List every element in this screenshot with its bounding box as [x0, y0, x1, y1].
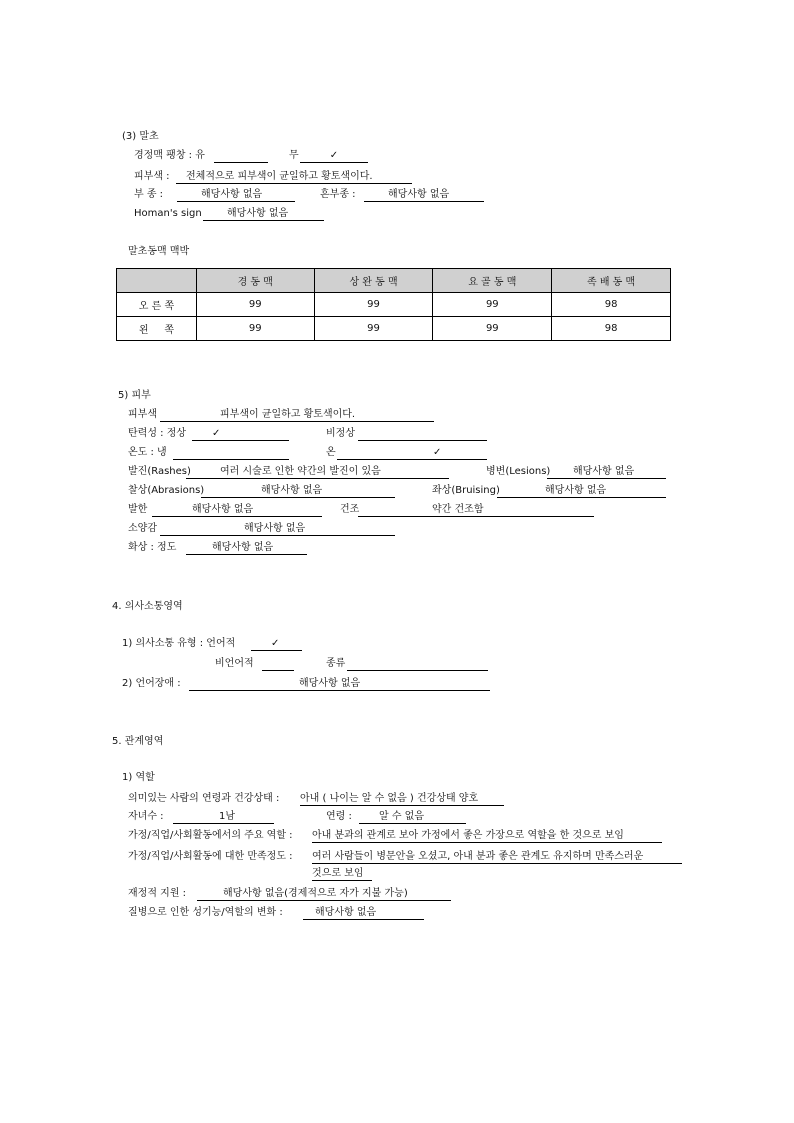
jvd-label: 경정맥 팽창 : 유: [134, 150, 205, 161]
change-value: 해당사항 없음: [315, 907, 377, 918]
skin-color-label: 피부색 :: [134, 171, 170, 182]
finance-field[interactable]: [197, 887, 451, 901]
pulse-cell[interactable]: 99: [433, 317, 552, 341]
communication-heading: 4. 의사소통영역: [112, 601, 183, 612]
pulse-header-dorsalis: 족 배 동 맥: [552, 269, 671, 293]
table-row: [117, 293, 671, 317]
children-field[interactable]: [173, 810, 274, 824]
dry-label: 건조: [340, 504, 360, 515]
disorder-label: 2) 언어장애 :: [122, 678, 181, 689]
check-icon: ✓: [271, 638, 280, 649]
role-heading: 1) 역할: [122, 772, 155, 783]
pulse-cell[interactable]: 98: [552, 317, 671, 341]
itch-field[interactable]: [160, 522, 395, 536]
pulse-table-title: 말초동맥 맥박: [128, 246, 190, 257]
redness-label: 발한: [128, 504, 148, 515]
satisfaction-label: 가정/직업/사회활동에 대한 만족정도 :: [128, 851, 293, 862]
age-label: 연령 :: [326, 811, 352, 822]
turgor-abnormal-field[interactable]: [358, 427, 487, 441]
jvd-yes-field[interactable]: [214, 149, 268, 163]
dry-field[interactable]: [358, 503, 594, 517]
relationship-heading: 5. 관계영역: [112, 736, 164, 747]
bruise-value: 해당사항 없음: [545, 485, 607, 496]
finance-value: 해당사항 없음(경제적으로 자가 지불 가능): [223, 888, 408, 899]
skin-color-label-2: 피부색: [128, 409, 157, 420]
pulse-header-row: [117, 269, 671, 293]
temp-cold-field[interactable]: [173, 446, 289, 460]
change-label: 질병으로 인한 성기능/역할의 변화 :: [128, 907, 283, 918]
burn-label: 화상 : 정도: [128, 542, 177, 553]
edema-value: 해당사항 없음: [201, 189, 263, 200]
dry-value: 약간 건조함: [432, 504, 484, 515]
jvd-no-field[interactable]: ✓: [300, 149, 368, 163]
itch-label: 소양감: [128, 523, 157, 534]
verbal-field[interactable]: [251, 637, 302, 651]
homans-label: Homan's sign: [134, 208, 202, 219]
edema-field[interactable]: [177, 188, 295, 202]
change-field[interactable]: [303, 906, 424, 920]
check-icon: ✓: [433, 447, 442, 458]
table-row: [117, 317, 671, 341]
abrasion-field[interactable]: [201, 484, 395, 498]
turgor-label: 탄력성 : 정상: [128, 428, 187, 439]
peripheral-heading: (3) 말초: [122, 131, 159, 142]
homans-value: 해당사항 없음: [227, 208, 289, 219]
pulse-cell[interactable]: 99: [314, 293, 433, 317]
pulse-table: [116, 268, 671, 341]
temp-warm-field[interactable]: [337, 446, 487, 460]
abrasion-label: 찰상(Abrasions): [128, 485, 205, 496]
satisfaction-field[interactable]: [312, 850, 682, 864]
nonverbal-label: 비언어적: [215, 658, 254, 669]
lesion-label: 병변(Lesions): [486, 466, 551, 477]
pitting-value: 해당사항 없음: [388, 189, 450, 200]
turgor-abnormal-label: 비정상: [326, 428, 355, 439]
redness-field[interactable]: [152, 503, 322, 517]
pulse-header-radial: 요 골 동 맥: [433, 269, 552, 293]
skin-color-field-2[interactable]: [160, 408, 434, 422]
rash-field[interactable]: [186, 465, 449, 479]
pulse-row-label: 왼 쪽: [117, 317, 197, 341]
main-role-label: 가정/직업/사회활동에서의 주요 역할 :: [128, 830, 293, 841]
lesion-value: 해당사항 없음: [573, 466, 635, 477]
skin-color-value: 전체적으로 피부색이 균일하고 황토색이다.: [186, 171, 373, 182]
rash-value: 여러 시술로 인한 약간의 발진이 있음: [220, 466, 381, 477]
significant-label: 의미있는 사람의 연령과 건강상태 :: [128, 793, 280, 804]
pulse-cell[interactable]: 99: [314, 317, 433, 341]
pulse-cell[interactable]: 99: [196, 293, 314, 317]
satisfaction-value-2: 것으로 보임: [312, 868, 364, 879]
age-value: 알 수 없음: [379, 811, 424, 822]
comm-type-label: 1) 의사소통 유형 : 언어적: [122, 638, 236, 649]
jvd-no-label: 무: [289, 150, 299, 161]
rash-label: 발진(Rashes): [128, 466, 191, 477]
disorder-field[interactable]: [189, 677, 490, 691]
kind-field[interactable]: [347, 657, 488, 671]
nonverbal-field[interactable]: [262, 657, 294, 671]
pulse-header-brachial: 상 완 동 맥: [314, 269, 433, 293]
main-role-field[interactable]: [312, 829, 662, 843]
itch-value: 해당사항 없음: [244, 523, 306, 534]
edema-label: 부 종 :: [134, 189, 164, 200]
bruise-label: 좌상(Bruising): [432, 485, 500, 496]
bruise-field[interactable]: [497, 484, 666, 498]
pitting-field[interactable]: [364, 188, 484, 202]
disorder-value: 해당사항 없음: [299, 678, 361, 689]
skin-heading: 5) 피부: [118, 390, 151, 401]
turgor-normal-field[interactable]: [192, 427, 289, 441]
satisfaction-field-2[interactable]: [312, 867, 372, 881]
significant-value: 아내 ( 나이는 알 수 없음 ) 건강상태 양호: [300, 793, 479, 804]
satisfaction-value-1: 여러 사람들이 병문안을 오셨고, 아내 분과 좋은 관계도 유지하며 만족스러운: [312, 851, 644, 862]
children-value: 1남: [219, 811, 236, 822]
significant-field[interactable]: [300, 792, 504, 806]
main-role-value: 아내 분과의 관계로 보아 가정에서 좋은 가장으로 역할을 한 것으로 보임: [312, 830, 624, 841]
kind-label: 종류: [326, 658, 346, 669]
skin-color-field[interactable]: [176, 170, 412, 184]
pulse-cell[interactable]: 99: [196, 317, 314, 341]
pulse-row-label: 오 른 쪽: [117, 293, 197, 317]
pulse-cell[interactable]: 98: [552, 293, 671, 317]
lesion-field[interactable]: [547, 465, 666, 479]
redness-value: 해당사항 없음: [192, 504, 254, 515]
age-field[interactable]: [359, 810, 466, 824]
burn-field[interactable]: [186, 541, 307, 555]
homans-field[interactable]: [203, 207, 324, 221]
check-icon: ✓: [212, 428, 221, 439]
finance-label: 재정적 지원 :: [128, 888, 187, 899]
burn-value: 해당사항 없음: [212, 542, 274, 553]
pitting-label: 흔부종 :: [320, 189, 356, 200]
temp-warm-label: 온: [326, 447, 336, 458]
children-label: 자녀수 :: [128, 811, 164, 822]
skin-color-value-2: 피부색이 균일하고 황토색이다.: [220, 409, 356, 420]
pulse-cell[interactable]: 99: [433, 293, 552, 317]
pulse-header-carotid: 경 동 맥: [196, 269, 314, 293]
pulse-header-corner: [117, 269, 197, 293]
temp-cold-label: 온도 : 냉: [128, 447, 167, 458]
abrasion-value: 해당사항 없음: [261, 485, 323, 496]
